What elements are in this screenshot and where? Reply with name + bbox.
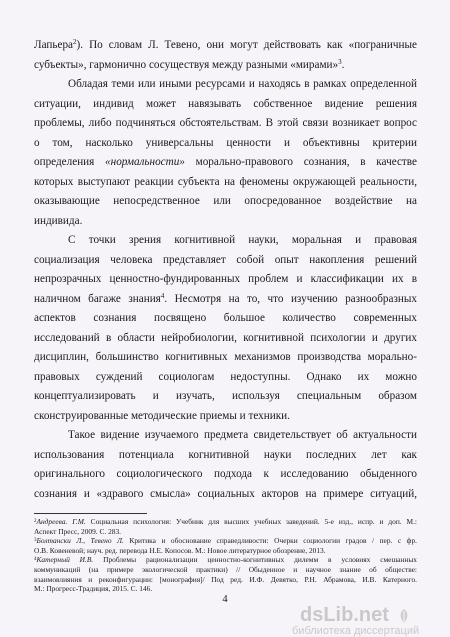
text-line-2: субъекты», гармонично сосуществуя между разными «мирами»$^3$.: [34, 57, 345, 71]
text-line-1: Лапьера$^2$). По словам Л. Тевено, они могут действовать как «пограничные: [34, 38, 417, 51]
text-line-6: о том, насколько универсальны ценности и объективны критерии: [34, 136, 417, 149]
leaf-icon: [398, 608, 410, 624]
text-line-15: аспектов сознания посвящено большое количество современных: [34, 312, 417, 324]
text-line-9: оказывающие непосредственное или опосредованное воздействие на: [34, 195, 417, 207]
text-line-20: сконструированные методические приемы и техники.: [34, 409, 290, 422]
footnote-line-4: О.В. Ковеневой; науч. ред. перевода Н.Е. Копосов. М.: Новое литературное обозрение, 2013.: [34, 545, 326, 555]
text-line-7: определения «нормальности» морально-правового сознания, в качестве: [34, 156, 417, 168]
footnote-line-7: взаимовлияния и реконфигурации: [монография]/ Под ред. И.Ф. Девятко, Р.Н. Абрамова, И.В. Катерного.: [34, 574, 417, 584]
watermark-subtitle: библиотека диссертаций: [292, 625, 420, 637]
text-line-10: индивида.: [34, 214, 83, 227]
text-line-16: исследований в области нейробиологии, когнитивной психологии и других: [34, 331, 417, 344]
watermark[interactable]: [292, 604, 450, 637]
footnote-line-6: коммуникаций (на примере экологической практики) // Обыденное и научное знание об обществе:: [34, 564, 417, 574]
text-line-19: концептуализировать и изучать, используя специальным образом: [34, 390, 417, 402]
text-line-11: С точки зрения когнитивной науки, моральная и правовая: [68, 234, 417, 246]
footnote-line-8: М.: Прогресс-Традиция, 2015. С. 146.: [34, 584, 153, 594]
watermark-logo-text: dsLib.net: [300, 604, 389, 626]
text-line-13: непрозрачных ценностно-фундированных проблем и классификации их в: [34, 273, 417, 285]
text-line-18: правовых суждений социологам недоступны. Однако их можно: [34, 370, 417, 383]
text-line-22: использования потенциала когнитивной науки последних лет как: [34, 448, 417, 461]
text-line-23: оригинального социологического подхода к исследованию обыденного: [34, 468, 417, 480]
footnote-line-5: $^4$Катерный И.В. Проблемы рационализации ценностно-когнитивных дилемм в условиях смешанных: [34, 555, 417, 565]
footnote-line-2: Аспект Пресс, 2009. С. 283.: [34, 526, 122, 536]
text-line-8: которых выступают реакции субъекта на феномены окружающей реальности,: [34, 175, 417, 188]
text-line-3: Обладая теми или иными ресурсами и находясь в рамках определенной: [68, 78, 417, 90]
footnote-line-1: $^2$Андреева. Г.М. Социальная психология: Учебник для высших учебных заведений. 5-е изд., испр. и доп. М.:: [34, 517, 417, 526]
text-line-24: сознания и «здравого смысла» социальных акторов на примере ситуаций,: [34, 487, 417, 500]
text-line-12: социализация человека представляет собой опыт накопления решений: [34, 253, 417, 266]
footnotes: [34, 517, 417, 594]
body-text: [34, 36, 417, 504]
footnote-line-3: $^3$Болтански Л., Тевено Л. Критика и обоснование справедливости: Очерки социологии градов / пер. с фр.: [34, 536, 417, 546]
text-line-17: дисциплин, большинство когнитивных механизмов производства морально-: [34, 351, 417, 363]
footnote-separator: [34, 513, 147, 514]
text-line-5: проблемы, либо подчиняться обстоятельствам. В этой связи возникает вопрос: [34, 117, 417, 129]
text-line-4: ситуации, индивид может навязывать собственное видение решения: [34, 97, 417, 110]
text-line-21: Такое видение изучаемого предмета свидетельствует об актуальности: [68, 429, 417, 441]
page-number: 4: [222, 594, 228, 605]
text-line-14: наличном багаже знания$^4$. Несмотря на то, что изучению разнообразных: [34, 291, 417, 305]
